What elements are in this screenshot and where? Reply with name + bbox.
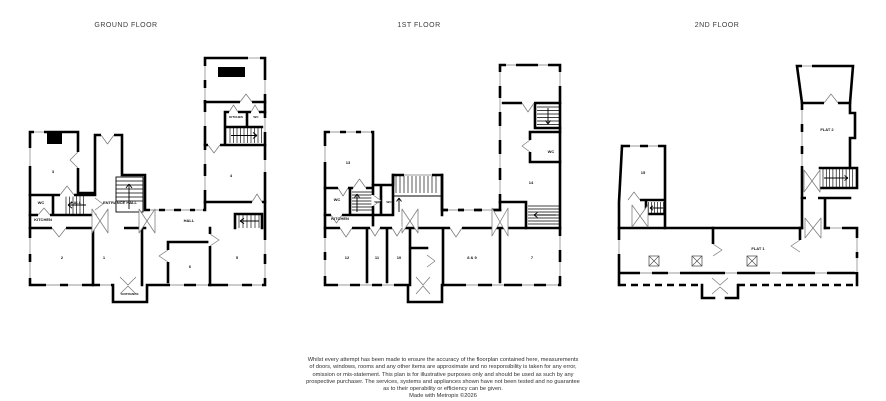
second-floor-title: 2ND FLOOR bbox=[694, 22, 740, 29]
second-windows bbox=[619, 66, 857, 273]
disclaimer-line-2: of doors, windows, rooms and any other items are approximate and no responsibility is taken for any error, bbox=[309, 364, 577, 371]
entrance-label: ENTRANCE bbox=[121, 292, 139, 296]
disclaimer-line-1: Whilst every attempt has been made to ensure the accuracy of the floorplan contained here, measurements bbox=[307, 357, 579, 363]
first-kitchen-label: KITCHEN bbox=[331, 216, 349, 221]
room-label-11: 11 bbox=[374, 255, 380, 260]
disclaimer-line-5: as to their operability or efficiency can be given. bbox=[383, 386, 503, 393]
first-wc-left-label: WC bbox=[333, 197, 341, 202]
room-label-5: 5 bbox=[235, 255, 239, 260]
kitchen-left-label: KITCHEN bbox=[34, 217, 52, 222]
disclaimer-line-3: omission or mis-statement. This plan is for illustrative purposes only and should be used as such by any bbox=[312, 371, 574, 378]
ground-walls bbox=[30, 58, 265, 302]
ground-doors bbox=[38, 94, 262, 294]
room-label-13: 13 bbox=[345, 160, 351, 165]
disclaimer-line-4: prospective purchaser. The services, systems and appliances shown have not been tested and no guarantee bbox=[306, 378, 580, 385]
ground-floor-title: GROUND FLOOR bbox=[94, 22, 158, 29]
disclaimer-block bbox=[0, 357, 886, 401]
first-floor-title: 1ST FLOOR bbox=[397, 22, 441, 29]
entrance-hall-label: ENTRANCE HALL bbox=[103, 200, 137, 205]
flat1-label: FLAT 1 bbox=[751, 246, 765, 251]
credit-line: Made with Metropix ©2026 bbox=[409, 393, 477, 400]
flat2-label: FLAT 2 bbox=[820, 127, 834, 132]
first-wc-mid2-label: WC bbox=[386, 200, 392, 204]
room-label-2: 2 bbox=[60, 255, 64, 260]
second-doors bbox=[628, 94, 838, 294]
room-label-6: 6 bbox=[188, 264, 192, 269]
room-label-4: 4 bbox=[229, 173, 233, 178]
ground-floor-plan bbox=[20, 48, 285, 310]
wc-right-label: WC bbox=[253, 115, 259, 119]
hall-label: HALL bbox=[183, 218, 195, 223]
second-skylights bbox=[649, 256, 757, 266]
room-label-12: 12 bbox=[344, 255, 350, 260]
room-label-8-9: 8 & 9 bbox=[467, 255, 477, 260]
kitchen-right-label: KITCHEN bbox=[229, 115, 243, 119]
first-stairs bbox=[352, 107, 559, 224]
second-stairs bbox=[649, 169, 853, 214]
room-label-7: 7 bbox=[530, 255, 534, 260]
wc-left-label: WC bbox=[37, 200, 45, 205]
room-label-15: 15 bbox=[640, 170, 646, 175]
ground-windows bbox=[30, 58, 265, 285]
room-label-3: 3 bbox=[51, 169, 55, 174]
room-label-10: 10 bbox=[396, 255, 402, 260]
second-floor-plan bbox=[610, 48, 875, 310]
first-wc-mid1-label: WC bbox=[374, 200, 380, 204]
room-label-14: 14 bbox=[528, 180, 534, 185]
room-label-1: 1 bbox=[102, 255, 106, 260]
first-floor-plan bbox=[315, 48, 580, 310]
first-wc-right-label: WC bbox=[547, 149, 555, 154]
hall-small-label: HALL bbox=[70, 200, 82, 205]
